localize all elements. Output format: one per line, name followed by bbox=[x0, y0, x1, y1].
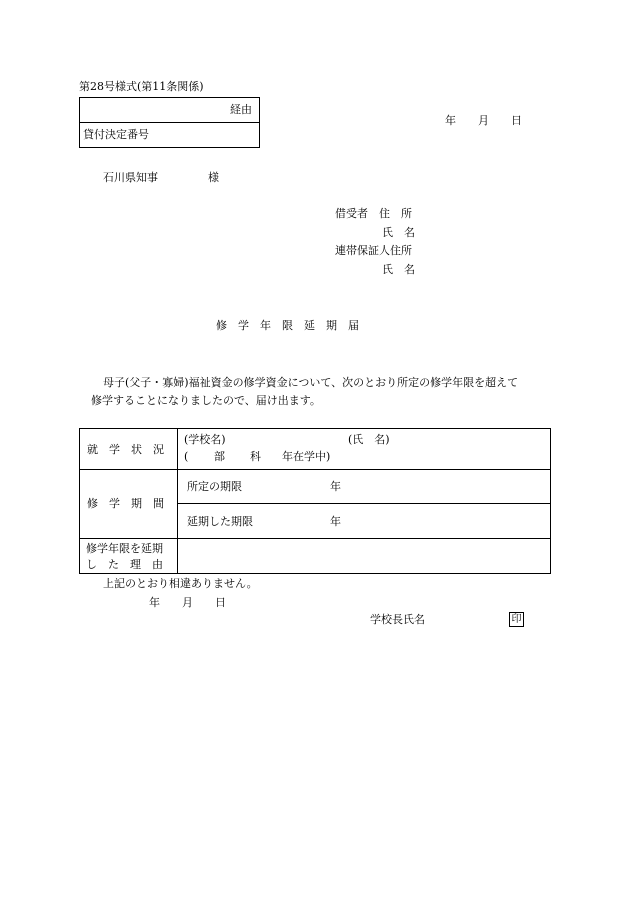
table-label-column-divider bbox=[177, 428, 178, 574]
department-label: 部 bbox=[214, 450, 225, 463]
borrower-address-label: 借受者 住 所 bbox=[335, 207, 412, 220]
course-label: 科 bbox=[250, 450, 261, 463]
school-name-label: (学校名) bbox=[184, 433, 226, 446]
table-row-divider-1 bbox=[79, 469, 551, 470]
extended-year-unit: 年 bbox=[330, 515, 341, 528]
body-text-line1: 母子(父子・寡婦)福祉資金の修学資金について、次のとおり所定の修学年限を超えて bbox=[103, 376, 519, 389]
extension-reason-label-line2: し た 理 由 bbox=[86, 558, 163, 571]
department-open-paren: ( bbox=[184, 450, 189, 463]
form-number: 第28号様式(第11条関係) bbox=[79, 80, 204, 93]
addressee-honorific: 様 bbox=[208, 171, 219, 184]
extension-reason-label-line1: 修学年限を延期 bbox=[86, 542, 163, 555]
via-label: 経由 bbox=[230, 103, 252, 116]
loan-decision-number-label: 貸付決定番号 bbox=[83, 128, 149, 141]
body-text-line2: 修学することになりましたので、届け出ます。 bbox=[91, 394, 321, 407]
guarantor-name-label: 氏 名 bbox=[382, 263, 415, 276]
guarantor-address-label: 連帯保証人住所 bbox=[335, 244, 412, 257]
grade-label: 年在学中) bbox=[282, 450, 331, 463]
addressee-name: 石川県知事 bbox=[103, 171, 158, 184]
certification-date: 年 月 日 bbox=[149, 596, 226, 609]
borrower-name-label: 氏 名 bbox=[382, 226, 415, 239]
student-name-label: (氏 名) bbox=[348, 433, 390, 446]
table-row-divider-3 bbox=[79, 538, 551, 539]
enrollment-status-label: 就 学 状 況 bbox=[87, 443, 164, 456]
routing-box-divider bbox=[79, 122, 260, 123]
table-row-divider-2 bbox=[177, 503, 551, 504]
seal-mark: 印 bbox=[509, 612, 524, 627]
study-period-label: 修 学 期 間 bbox=[87, 497, 164, 510]
principal-name-label: 学校長氏名 bbox=[370, 613, 425, 626]
extended-period-label: 延期した期限 bbox=[187, 515, 253, 528]
certification-statement: 上記のとおり相違ありません。 bbox=[103, 577, 258, 590]
prescribed-period-label: 所定の期限 bbox=[187, 480, 242, 493]
document-title: 修 学 年 限 延 期 届 bbox=[216, 319, 359, 332]
prescribed-year-unit: 年 bbox=[330, 480, 341, 493]
submission-date: 年 月 日 bbox=[445, 114, 522, 127]
